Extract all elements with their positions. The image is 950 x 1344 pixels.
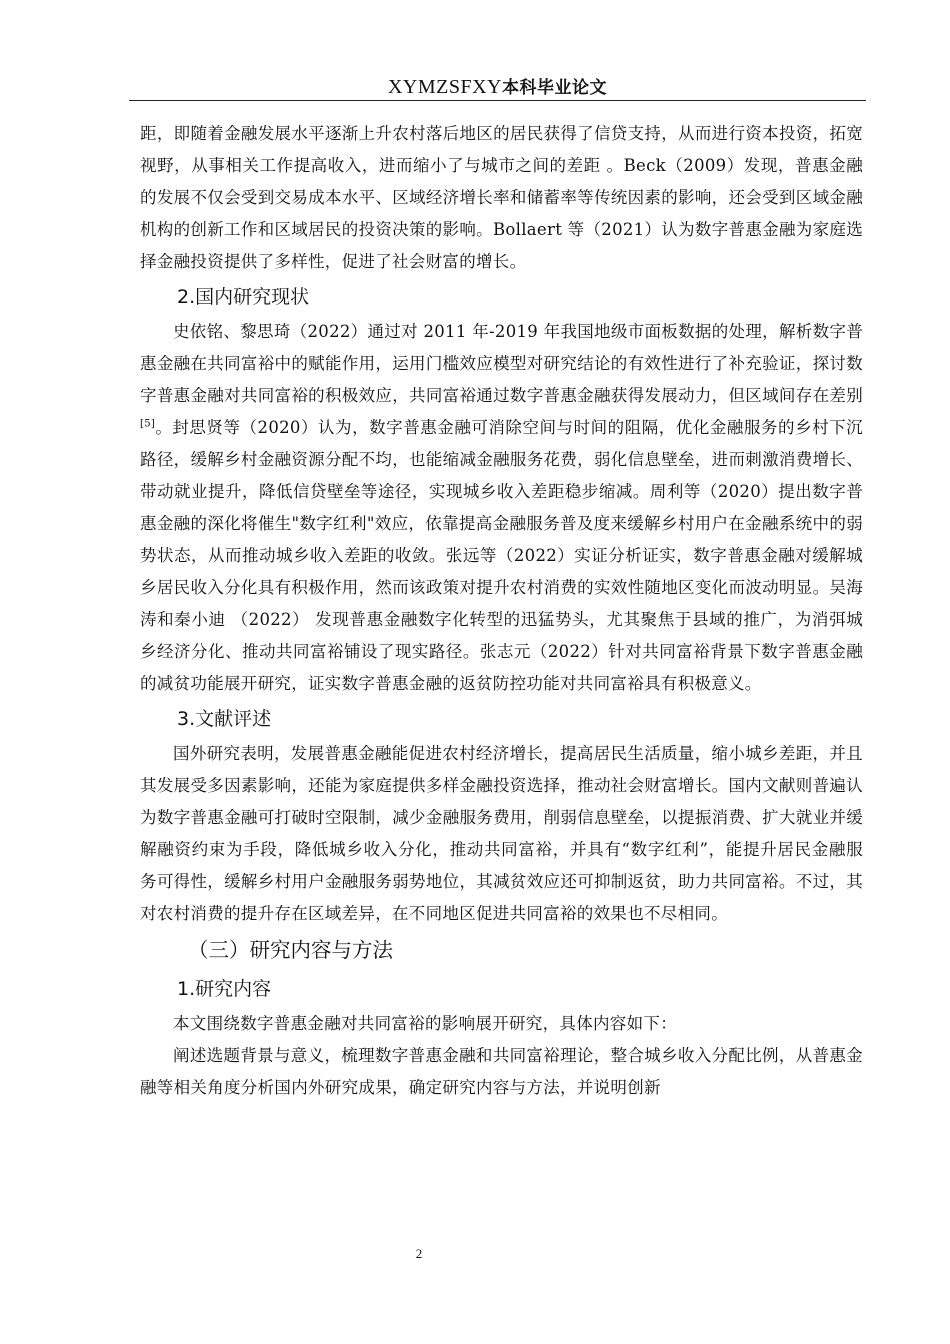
running-header	[129, 74, 866, 101]
paragraph-literature-review: 国外研究表明，发展普惠金融能促进农村经济增长，提高居民生活质量，缩小城乡差距，并且其发展受多因素影响，还能为家庭提供多样金融投资选择，推动社会财富增长。国内文献则普遍认为数字普惠金融可打破时空限制，减少金融服务费用，削弱信息壁垒，以提振消费、扩大就业并缓解融资约束为手段，降低城乡收入分化，推动共同富裕，并具有“数字红利”，能提升居民金融服务可得性，缓解乡村用户金融服务弱势地位，其减贫效应还可抑制返贫，助力共同富裕。不过，其对农村消费的提升存在区域差异，在不同地区促进共同富裕的效果也不尽相同。	[140, 744, 863, 923]
domestic-research-part-1: 史依铭、黎思琦（2022）通过对 2011 年-2019 年我国地级市面板数据的处理，解析数字普惠金融在共同富裕中的赋能作用，运用门槛效应模型对研究结论的有效性进行了补充验证，探讨数字普惠金融对共同富裕的积极效应，共同富裕通过数字普惠金融获得发展动力，但区域间存在差别	[140, 322, 863, 405]
paragraph-research-intro: 本文围绕数字普惠金融对共同富裕的影响展开研究，具体内容如下：	[173, 1014, 677, 1033]
paragraph-research-outline: 阐述选题背景与意义，梳理数字普惠金融和共同富裕理论，整合城乡收入分配比例，从普惠金融等相关角度分析国内外研究成果，确定研究内容与方法，并说明创新	[140, 1046, 863, 1097]
heading-research-content-and-methods: （三）研究内容与方法	[188, 938, 393, 962]
header-school-code: XYMZSFXY	[387, 76, 503, 98]
domestic-research-part-2: 。封思贤等（2020）认为，数字普惠金融可消除空间与时间的阻隔，优化金融服务的乡村下沉路径，缓解乡村金融资源分配不均，也能缩减金融服务花费，弱化信息壁垒，进而刺激消费增长、带动就业提升，降低信贷壁垒等途径，实现城乡收入差距稳步缩减。周利等（2020）提出数字普惠金融的深化将催生"数字红利"效应，依靠提高金融服务普及度来缓解乡村用户在金融系统中的弱势状态，从而推动城乡收入差距的收敛。张远等（2022）实证分析证实，数字普惠金融对缓解城乡居民收入分化具有积极作用，然而该政策对提升农村消费的实效性随地区变化而波动明显。吴海涛和秦小迪 （2022） 发现普惠金融数字化转型的迅猛势头，尤其聚焦于县域的推广，为消弭城乡经济分化、推动共同富裕铺设了现实路径。张志元（2022）针对共同富裕背景下数字普惠金融的减贫功能展开研究，证实数字普惠金融的返贫防控功能对共同富裕具有积极意义。	[140, 418, 863, 693]
page-number: 2	[415, 1246, 423, 1261]
heading-domestic-research: 2.国内研究现状	[177, 286, 310, 308]
paragraph-domestic-research	[140, 316, 863, 700]
heading-literature-review: 3.文献评述	[177, 708, 272, 730]
heading-research-content: 1.研究内容	[177, 978, 272, 1000]
citation-5: [5]	[140, 418, 156, 430]
paragraph-foreign-research-continued: 距，即随着金融发展水平逐渐上升农村落后地区的居民获得了信贷支持，从而进行资本投资，拓宽视野，从事相关工作提高收入，进而缩小了与城市之间的差距 。Beck（2009）发现，普惠金融的发展不仅会受到交易成本水平、区域经济增长率和储蓄率等传统因素的影响，还会受到区域金融机构的创新工作和区域居民的投资决策的影响。Bollaert 等（2021）认为数字普惠金融为家庭选择金融投资提供了多样性，促进了社会财富的增长。	[140, 124, 863, 271]
body-text	[140, 118, 863, 1104]
header-thesis-label: 本科毕业论文	[502, 78, 608, 98]
